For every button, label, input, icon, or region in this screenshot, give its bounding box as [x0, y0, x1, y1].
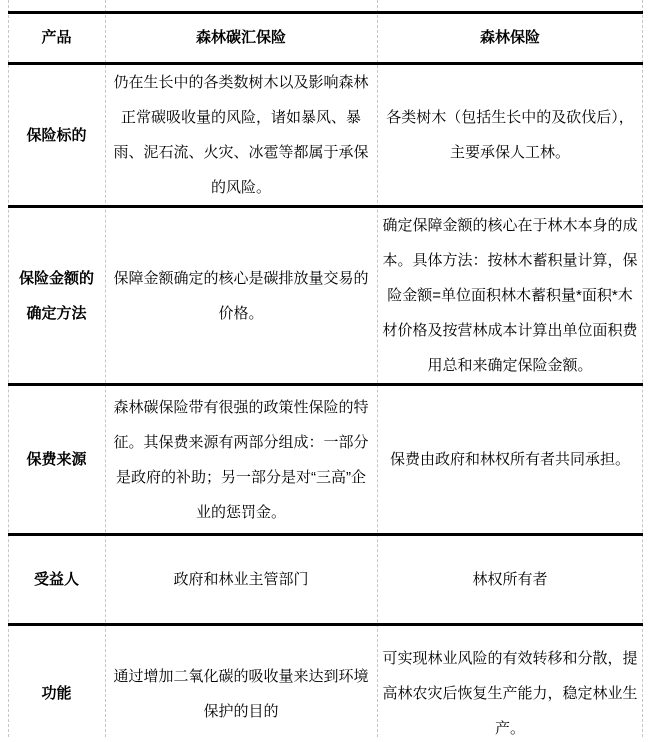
cell-forest-premium-source: 保费由政府和林权所有者共同承担。 [389, 451, 630, 468]
row-function [8, 625, 643, 742]
row-beneficiary [8, 535, 643, 625]
cell-carbon-beneficiary: 政府和林业主管部门 [173, 571, 309, 588]
insurance-comparison-table [8, 11, 643, 742]
header-row [8, 13, 643, 64]
row-label-insurance-subject: 保险标的 [26, 126, 87, 144]
row-premium-source [8, 385, 643, 535]
column-header-carbon-insurance: 森林碳汇保险 [195, 29, 286, 46]
cell-carbon-function: 通过增加二氧化碳的吸收量来达到环境保护的目的 [113, 667, 369, 720]
cell-forest-insurance-subject: 各类树木（包括生长中的及砍伐后），主要承保人工林。 [386, 109, 634, 161]
row-label-premium-source: 保费来源 [26, 451, 87, 468]
row-label-amount-determination: 保险金额的确定方法 [18, 269, 94, 322]
cell-forest-amount-determination: 确定保障金额的核心在于林木本身的成本。具体方法：按林木蓄积量计算，保险金额=单位面积林木蓄积量*面积*木材价格及按营林成本计算出单位面积费用总和来确定保险金额。 [382, 217, 638, 374]
row-amount-determination [8, 207, 643, 385]
cell-forest-function: 可实现林业风险的有效转移和分散，提高林农灾后恢复生产能力，稳定林业生产。 [382, 650, 638, 737]
cell-forest-beneficiary: 林权所有者 [472, 571, 548, 588]
row-label-beneficiary: 受益人 [33, 571, 79, 588]
column-header-product: 产品 [41, 29, 72, 46]
row-insurance-subject [8, 64, 643, 207]
row-label-function: 功能 [41, 685, 72, 702]
cell-carbon-amount-determination: 保障金额确定的核心是碳排放量交易的价格。 [113, 269, 369, 322]
cell-carbon-insurance-subject: 仍在生长中的各类数树木以及影响森林正常碳吸收量的风险，诸如暴风、暴雨、泥石流、火灾、冰雹等都属于承保的风险。 [113, 74, 369, 196]
cell-carbon-premium-source: 森林碳保险带有很强的政策性保险的特征。其保费来源有两部分组成：一部分是政府的补助；另一部分是对“三高”企业的惩罚金。 [113, 398, 369, 521]
column-header-forest-insurance: 森林保险 [479, 29, 540, 46]
